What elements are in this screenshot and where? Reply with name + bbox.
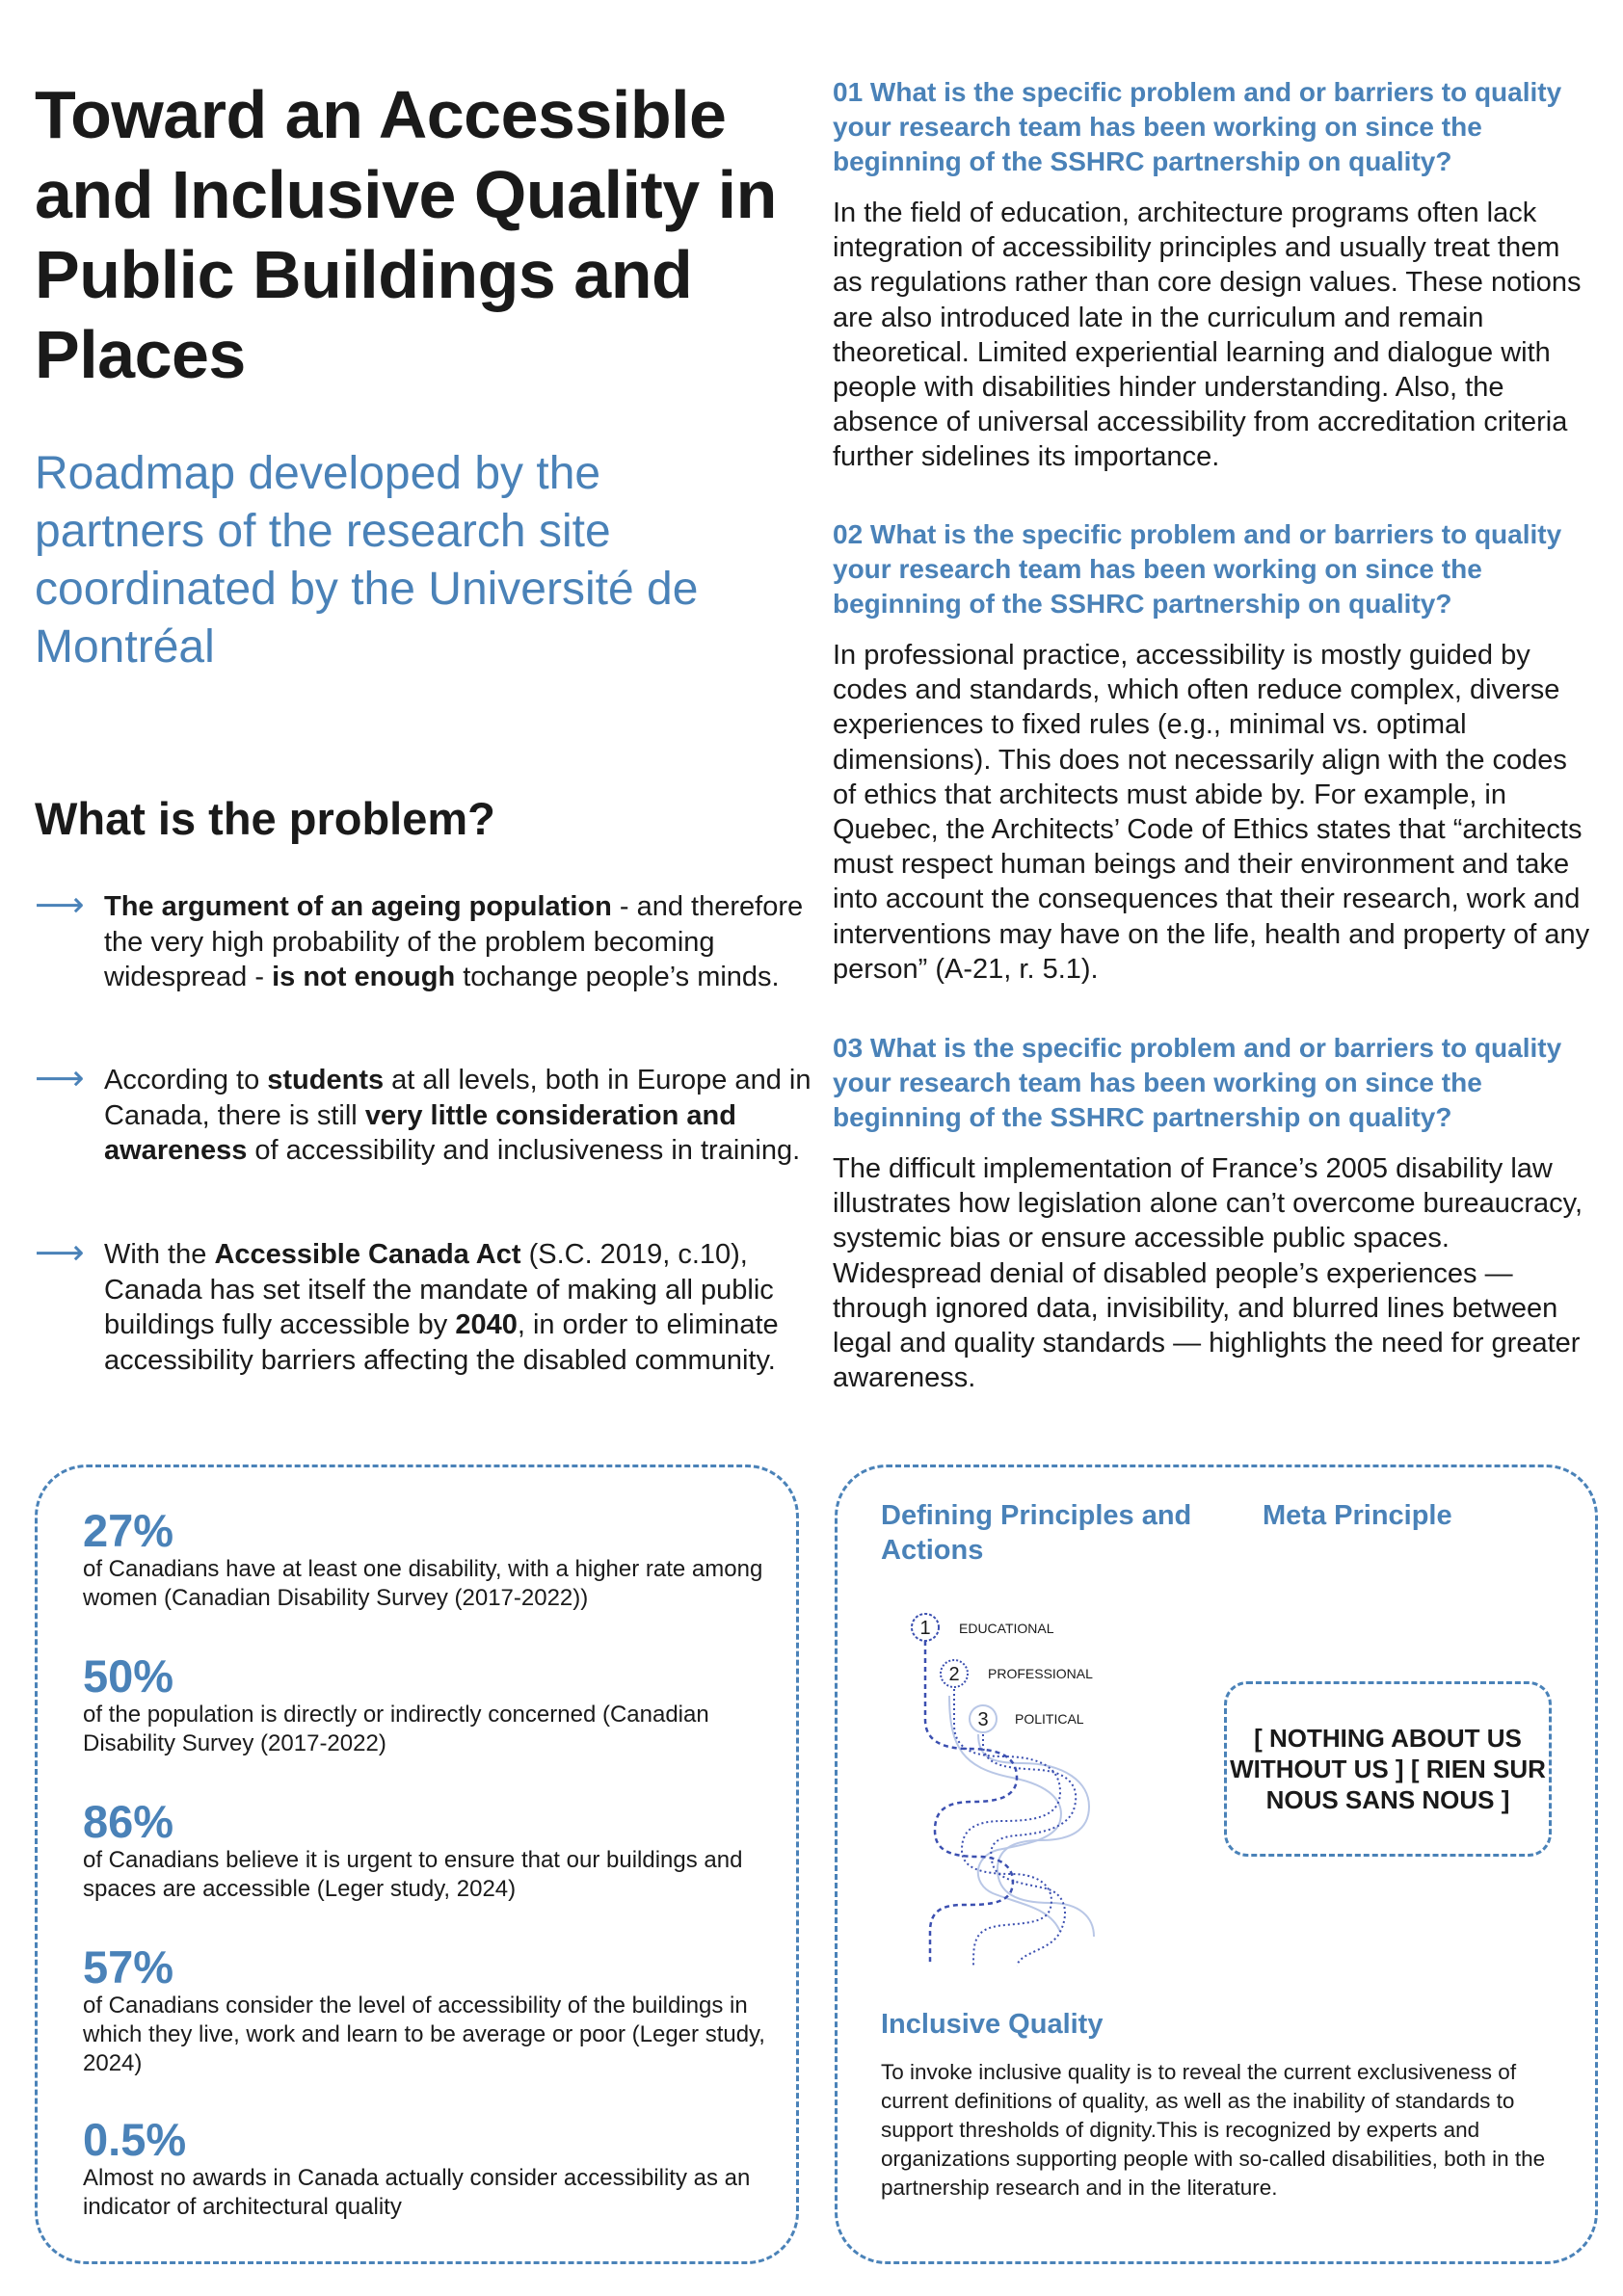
inclusive-quality-text: To invoke inclusive quality is to reveal the current exclusiveness of current definitions of quality, as well as the inability of standards to support thresholds of dignity.This is recognized by experts and organizations supporting people with so-called disabilities, both in the partnership research and in the literature. (881, 2060, 1546, 2200)
question-heading: 02 What is the specific problem and or barriers to quality your research team has been working on since the beginning of the SSHRC partnership on quality? (833, 519, 1562, 619)
arrow-right-icon: ⟶ (35, 1232, 85, 1272)
stat-item (83, 1507, 777, 1613)
stat-description: of Canadians consider the level of accessibility of the buildings in which they live, work and learn to be average or poor (Leger study, 2024) (83, 1993, 765, 2076)
level-2-label: PROFESSIONAL (988, 1666, 1093, 1681)
problem-heading: What is the problem? (35, 793, 495, 844)
principles-path-diagram (906, 1604, 1137, 1970)
stat-value: 27% (83, 1505, 174, 1556)
question-body: The difficult implementation of France’s 2005 disability law illustrates how legislation alone can’t overcome bureaucracy, systemic bias or ensure accessible public spaces. Widespread denial of disabled people’s experiences — through ignored data, invisibility, and blurred lines between legal and quality standards — highlights the need for greater awareness. (833, 1153, 1583, 1394)
stat-value: 50% (83, 1650, 174, 1702)
question-body: In professional practice, accessibility is mostly guided by codes and standards, which often reduce complex, diverse experiences to fixed rules (e.g., minimal vs. optimal dimensions). This does not necessarily align with the codes of ethics that architects must abide by. For example, in Quebec, the Architects’ Code of Ethics states that “architects must respect human beings and their environment and take into account the consequences that their research, work and interventions may have on the life, health and property of any person” (A-21, r. 5.1). (833, 640, 1590, 985)
bullet-text: The argument of an ageing population - and therefore the very high probability of the problem becoming widespread - is not enough tochange people’s minds. (104, 891, 804, 992)
level-1-label: EDUCATIONAL (959, 1621, 1054, 1636)
meta-principle-heading: Meta Principle (1263, 1500, 1452, 1531)
question-heading: 01 What is the specific problem and or barriers to quality your research team has been working on since the beginning of the SSHRC partnership on quality? (833, 77, 1562, 176)
arrow-right-icon: ⟶ (35, 1058, 85, 1097)
stat-description: of Canadians believe it is urgent to ensure that our buildings and spaces are accessible (Leger study, 2024) (83, 1847, 743, 1902)
diagram-dashed-paths (925, 1641, 1017, 1966)
question-01 (833, 75, 1594, 475)
defining-principles-heading: Defining Principles and Actions (881, 1500, 1192, 1566)
question-02 (833, 517, 1594, 987)
inclusive-quality-heading: Inclusive Quality (881, 2009, 1104, 2040)
arrow-right-icon: ⟶ (35, 884, 85, 924)
question-body: In the field of education, architecture programs often lack integration of accessibility principles and usually treat them as regulations rather than core design values. These notions are also introduced late in the curriculum and remain theoretical. Limited experiential learning and dialogue with people with disabilities hinder understanding. Also, the absence of universal accessibility from accreditation criteria further sidelines its importance. (833, 198, 1582, 473)
stat-value: 57% (83, 1941, 174, 1993)
level-3-number: 3 (977, 1709, 989, 1730)
stat-description: Almost no awards in Canada actually consider accessibility as an indicator of architectural quality (83, 2165, 751, 2220)
bullet-text: According to students at all levels, both in Europe and in Canada, there is still very little consideration and awareness of accessibility and inclusiveness in training. (104, 1065, 812, 1166)
stat-item (83, 1943, 777, 2078)
meta-principle-box (1224, 1681, 1552, 1857)
diagram-light-curves (949, 1696, 1094, 1937)
stat-value: 86% (83, 1796, 174, 1847)
level-markers (912, 1614, 1093, 1732)
level-3-label: POLITICAL (1015, 1711, 1084, 1727)
page-subtitle: Roadmap developed by the partners of the research site coordinated by the Université de Montréal (35, 448, 699, 673)
question-03 (833, 1031, 1594, 1395)
stat-value: 0.5% (83, 2114, 187, 2165)
stat-item (83, 1652, 777, 1758)
meta-principle-text: [ NOTHING ABOUT US WITHOUT US ] [ RIEN SUR NOUS SANS NOUS ] (1230, 1724, 1546, 1814)
level-2-number: 2 (948, 1664, 960, 1685)
page-title: Toward an Accessible and Inclusive Quality in Public Buildings and Places (35, 77, 777, 392)
level-1-number: 1 (919, 1618, 931, 1639)
stat-description: of the population is directly or indirectly concerned (Canadian Disability Survey (2017-2022) (83, 1702, 709, 1756)
stat-item (83, 1798, 777, 1904)
question-heading: 03 What is the specific problem and or barriers to quality your research team has been working on since the beginning of the SSHRC partnership on quality? (833, 1033, 1562, 1132)
bullet-text: With the Accessible Canada Act (S.C. 2019, c.10), Canada has set itself the mandate of making all public buildings fully accessible by 2040, in order to eliminate accessibility barriers affecting the disabled community. (104, 1239, 779, 1376)
stat-item (83, 2116, 777, 2222)
stat-description: of Canadians have at least one disability, with a higher rate among women (Canadian Disability Survey (2017-2022)) (83, 1556, 763, 1611)
